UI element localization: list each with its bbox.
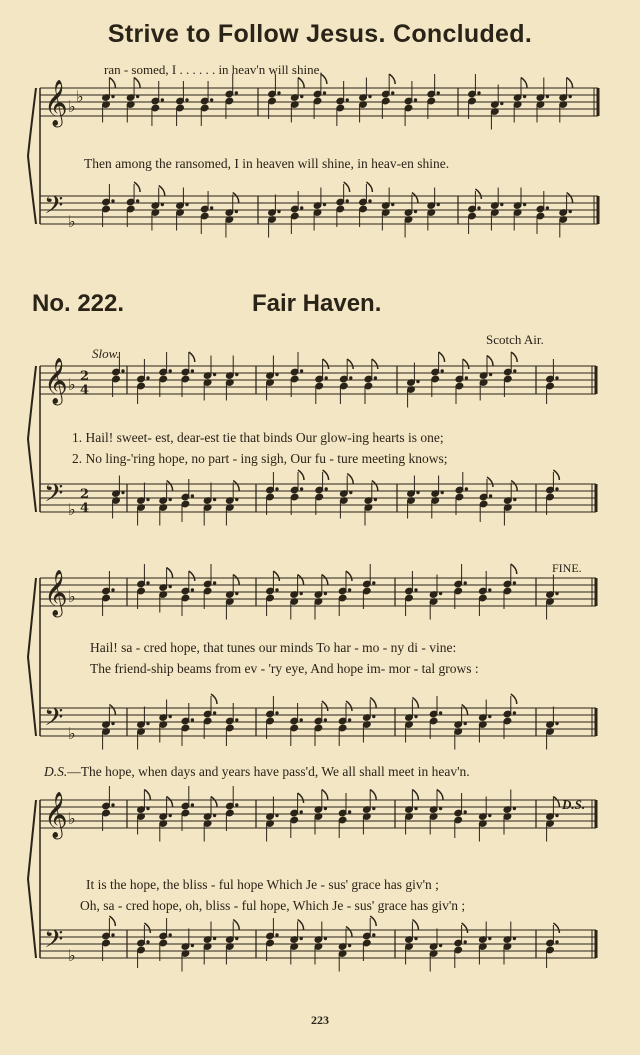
note-dot	[414, 99, 416, 101]
flat-sign: ♭	[68, 587, 76, 606]
note-flag	[567, 78, 573, 88]
note-dot	[236, 937, 238, 939]
note-flag	[211, 694, 217, 704]
system-brace	[28, 578, 36, 736]
note-dot	[464, 722, 466, 724]
bass-clef: 𝄢	[44, 479, 64, 514]
note-dot	[300, 719, 302, 721]
note-flag	[553, 470, 559, 480]
note-dot	[236, 498, 238, 500]
note-dot	[489, 373, 491, 375]
note-dot	[325, 488, 327, 490]
note-dot	[415, 807, 417, 809]
note-flag	[109, 705, 115, 715]
note-dot	[373, 807, 375, 809]
note-flag	[487, 356, 493, 366]
note-dot	[441, 491, 443, 493]
system-brace	[28, 88, 36, 224]
note-dot	[439, 944, 441, 946]
note-dot	[556, 814, 558, 816]
note-dot	[417, 380, 419, 382]
note-dot	[513, 937, 515, 939]
note-dot	[112, 804, 114, 806]
note-flag	[273, 571, 279, 581]
chorus-line-1: It is the hope, the bliss - ful hope Which Je - sus' grace has giv'n ;	[86, 877, 439, 892]
note-flag	[511, 352, 517, 362]
note-dot	[346, 200, 348, 202]
note-dot	[323, 92, 325, 94]
note-flag	[389, 74, 395, 84]
verse-2-line-1: 2. No ling-'ring hope, no part - ing sigh, Our fu - ture meeting knows;	[72, 451, 448, 466]
note-dot	[147, 377, 149, 379]
note-flag	[344, 182, 350, 192]
note-dot	[478, 92, 480, 94]
note-flag	[370, 916, 376, 926]
note-flag	[437, 790, 443, 800]
note-dot	[147, 941, 149, 943]
page-number: 223	[311, 1013, 329, 1027]
note-dot	[276, 589, 278, 591]
note-dot	[191, 944, 193, 946]
treble-clef: 𝄞	[44, 570, 68, 616]
note-flag	[189, 352, 195, 362]
note-dot	[346, 99, 348, 101]
note-flag	[298, 575, 304, 585]
time-signature: 2	[80, 369, 90, 384]
note-dot	[112, 95, 114, 97]
note-flag	[553, 923, 559, 933]
note-flag	[567, 193, 573, 203]
note-flag	[322, 790, 328, 800]
note-dot	[417, 491, 419, 493]
bass-clef: 𝄢	[44, 925, 64, 960]
flat-sign: ♭	[68, 212, 76, 231]
note-flag	[322, 575, 328, 585]
chorus-line-2: Oh, sa - cred hope, oh, bliss - ful hope, Which Je - sus' grace has giv'n ;	[80, 898, 466, 913]
note-dot	[112, 200, 114, 202]
note-dot	[169, 370, 171, 372]
note-flag	[372, 359, 378, 369]
note-flag	[167, 568, 173, 578]
tenor-words: ran - somed, I . . . . . . in heav'n will shine.	[104, 62, 323, 77]
note-dot	[392, 203, 394, 205]
note-flag	[370, 790, 376, 800]
note-dot	[556, 941, 558, 943]
flat-sign: ♭	[76, 87, 84, 106]
note-dot	[556, 377, 558, 379]
note-flag	[462, 923, 468, 933]
note-dot	[489, 589, 491, 591]
note-dot	[439, 592, 441, 594]
note-flag	[109, 78, 115, 88]
note-flag	[412, 698, 418, 708]
lyric-line: Then among the ransomed, I in heaven will shine, in heav-en shine.	[84, 156, 450, 171]
note-dot	[301, 95, 303, 97]
ds-marking: D.S.	[562, 797, 586, 812]
note-dot	[136, 200, 138, 202]
note-flag	[134, 182, 140, 192]
note-flag	[322, 701, 328, 711]
note-dot	[414, 210, 416, 212]
note-dot	[213, 582, 215, 584]
note-flag	[298, 920, 304, 930]
note-dot	[478, 207, 480, 209]
time-signature: 4	[80, 383, 90, 398]
note-flag	[233, 920, 239, 930]
note-dot	[122, 370, 124, 372]
note-dot	[213, 498, 215, 500]
note-dot	[191, 719, 193, 721]
note-dot	[169, 585, 171, 587]
note-dot	[276, 814, 278, 816]
clefs	[44, 80, 89, 965]
note-dot	[437, 203, 439, 205]
note-flag	[511, 481, 517, 491]
note-flag	[144, 790, 150, 800]
note-dot	[348, 589, 350, 591]
note-flag	[134, 78, 140, 88]
note-dot	[489, 715, 491, 717]
note-flag	[346, 571, 352, 581]
note-dot	[489, 937, 491, 939]
note-dot	[147, 807, 149, 809]
note-flag	[347, 359, 353, 369]
note-dot	[437, 92, 439, 94]
time-signature: 4	[80, 501, 90, 516]
note-flag	[412, 193, 418, 203]
note-dot	[147, 722, 149, 724]
note-dot	[369, 95, 371, 97]
note-dot	[324, 592, 326, 594]
treble-clef: 𝄞	[44, 358, 68, 404]
note-flag	[159, 186, 165, 196]
note-dot	[186, 203, 188, 205]
note-flag	[462, 705, 468, 715]
flat-sign: ♭	[68, 724, 76, 743]
note-dot	[513, 712, 515, 714]
note-flag	[366, 182, 372, 192]
flat-sign: ♭	[68, 375, 76, 394]
note-dot	[325, 377, 327, 379]
note-dot	[546, 207, 548, 209]
note-dot	[300, 592, 302, 594]
note-dot	[236, 804, 238, 806]
note-flag	[511, 564, 517, 574]
note-dot	[235, 210, 237, 212]
note-dot	[501, 102, 503, 104]
note-dot	[350, 491, 352, 493]
note-dot	[415, 715, 417, 717]
note-dot	[213, 712, 215, 714]
note-dot	[112, 934, 114, 936]
note-dot	[323, 203, 325, 205]
hymn-number: No. 222.	[32, 290, 125, 317]
bass-clef: 𝄢	[44, 191, 64, 226]
flat-sign: ♭	[68, 809, 76, 828]
note-dot	[556, 488, 558, 490]
note-dot	[439, 807, 441, 809]
flat-sign: ♭	[68, 97, 76, 116]
note-dot	[136, 95, 138, 97]
note-dot	[235, 92, 237, 94]
note-flag	[439, 352, 445, 362]
note-dot	[415, 589, 417, 591]
note-dot	[569, 210, 571, 212]
note-dot	[161, 203, 163, 205]
notes	[102, 74, 573, 972]
flat-sign: ♭	[68, 946, 76, 965]
note-dot	[374, 377, 376, 379]
note-dot	[489, 495, 491, 497]
note-dot	[276, 934, 278, 936]
note-dot	[210, 207, 212, 209]
note-dot	[276, 712, 278, 714]
note-dot	[513, 807, 515, 809]
note-dot	[300, 488, 302, 490]
note-dot	[523, 203, 525, 205]
note-dot	[556, 592, 558, 594]
note-dot	[213, 373, 215, 375]
page-title: Strive to Follow Jesus. Concluded.	[107, 20, 533, 48]
note-dot	[348, 944, 350, 946]
note-dot	[236, 373, 238, 375]
note-dot	[191, 804, 193, 806]
note-dot	[523, 95, 525, 97]
note-dot	[169, 934, 171, 936]
time-signature: 2	[80, 487, 90, 502]
note-dot	[169, 814, 171, 816]
note-dot	[324, 937, 326, 939]
note-flag	[347, 474, 353, 484]
note-dot	[392, 92, 394, 94]
note-dot	[276, 373, 278, 375]
tempo-marking: Slow.	[92, 346, 120, 361]
note-dot	[210, 99, 212, 101]
note-dot	[147, 498, 149, 500]
note-dot	[464, 811, 466, 813]
note-dot	[501, 203, 503, 205]
note-flag	[298, 793, 304, 803]
note-dot	[236, 719, 238, 721]
note-flag	[372, 481, 378, 491]
note-dot	[122, 491, 124, 493]
note-flag	[321, 74, 327, 84]
note-dot	[213, 937, 215, 939]
note-dot	[369, 200, 371, 202]
note-dot	[276, 488, 278, 490]
note-flag	[109, 916, 115, 926]
note-dot	[514, 498, 516, 500]
note-flag	[412, 920, 418, 930]
treble-clef: 𝄞	[44, 792, 68, 838]
note-flag	[412, 790, 418, 800]
note-dot	[112, 589, 114, 591]
note-flag	[521, 78, 527, 88]
note-dot	[191, 370, 193, 372]
note-dot	[191, 589, 193, 591]
note-flag	[553, 797, 559, 807]
verse-2-line-2: The friend-ship beams from ev - 'ry eye, And hope im- mor - tal grows :	[90, 661, 479, 676]
note-dot	[147, 582, 149, 584]
note-dot	[514, 370, 516, 372]
note-dot	[465, 488, 467, 490]
note-dot	[556, 722, 558, 724]
note-dot	[569, 95, 571, 97]
note-dot	[112, 722, 114, 724]
note-dot	[441, 370, 443, 372]
note-flag	[298, 78, 304, 88]
note-flag	[298, 470, 304, 480]
note-flag	[346, 927, 352, 937]
note-flag	[323, 470, 329, 480]
note-flag	[323, 359, 329, 369]
note-flag	[233, 193, 239, 203]
note-dot	[278, 210, 280, 212]
note-flag	[487, 477, 493, 487]
note-dot	[373, 934, 375, 936]
note-dot	[186, 99, 188, 101]
note-flag	[144, 923, 150, 933]
bass-clef: 𝄢	[44, 703, 64, 738]
note-dot	[513, 582, 515, 584]
note-flag	[189, 571, 195, 581]
note-flag	[233, 481, 239, 491]
verse-1-line-2: Hail! sa - cred hope, that tunes our minds To har - mo - ny di - vine:	[90, 640, 457, 655]
note-dot	[236, 592, 238, 594]
note-dot	[464, 582, 466, 584]
note-dot	[191, 495, 193, 497]
note-dot	[465, 377, 467, 379]
note-dot	[464, 941, 466, 943]
verse-1-line-1: 1. Hail! sweet- est, dear-est tie that binds Our glow-ing hearts is one;	[72, 430, 444, 445]
note-dot	[439, 712, 441, 714]
treble-clef: 𝄞	[44, 80, 68, 126]
note-dot	[489, 814, 491, 816]
note-dot	[278, 92, 280, 94]
note-flag	[475, 189, 481, 199]
note-dot	[324, 807, 326, 809]
note-dot	[301, 207, 303, 209]
system-brace	[28, 800, 36, 958]
note-dot	[350, 377, 352, 379]
note-flag	[511, 694, 517, 704]
note-flag	[463, 359, 469, 369]
note-flag	[233, 575, 239, 585]
note-flag	[167, 797, 173, 807]
note-dot	[374, 498, 376, 500]
note-dot	[546, 95, 548, 97]
ds-text: —The hope, when days and years have pass'd, We all shall meet in heav'n.	[67, 764, 470, 779]
hymn-attribution: Scotch Air.	[486, 332, 544, 347]
note-dot	[373, 715, 375, 717]
note-flag	[211, 797, 217, 807]
fine-marking: FINE.	[552, 561, 582, 575]
note-dot	[324, 719, 326, 721]
note-dot	[169, 498, 171, 500]
note-flag	[370, 698, 376, 708]
note-dot	[169, 715, 171, 717]
note-dot	[161, 99, 163, 101]
note-dot	[300, 811, 302, 813]
ds-label: D.S.	[44, 764, 68, 779]
note-dot	[348, 719, 350, 721]
flat-sign: ♭	[68, 500, 76, 519]
note-dot	[213, 814, 215, 816]
hymn-title: Fair Haven.	[252, 290, 382, 317]
note-flag	[346, 701, 352, 711]
system-brace	[28, 366, 36, 512]
note-flag	[167, 481, 173, 491]
note-dot	[373, 582, 375, 584]
note-dot	[300, 937, 302, 939]
note-dot	[415, 937, 417, 939]
note-dot	[348, 811, 350, 813]
note-dot	[300, 370, 302, 372]
